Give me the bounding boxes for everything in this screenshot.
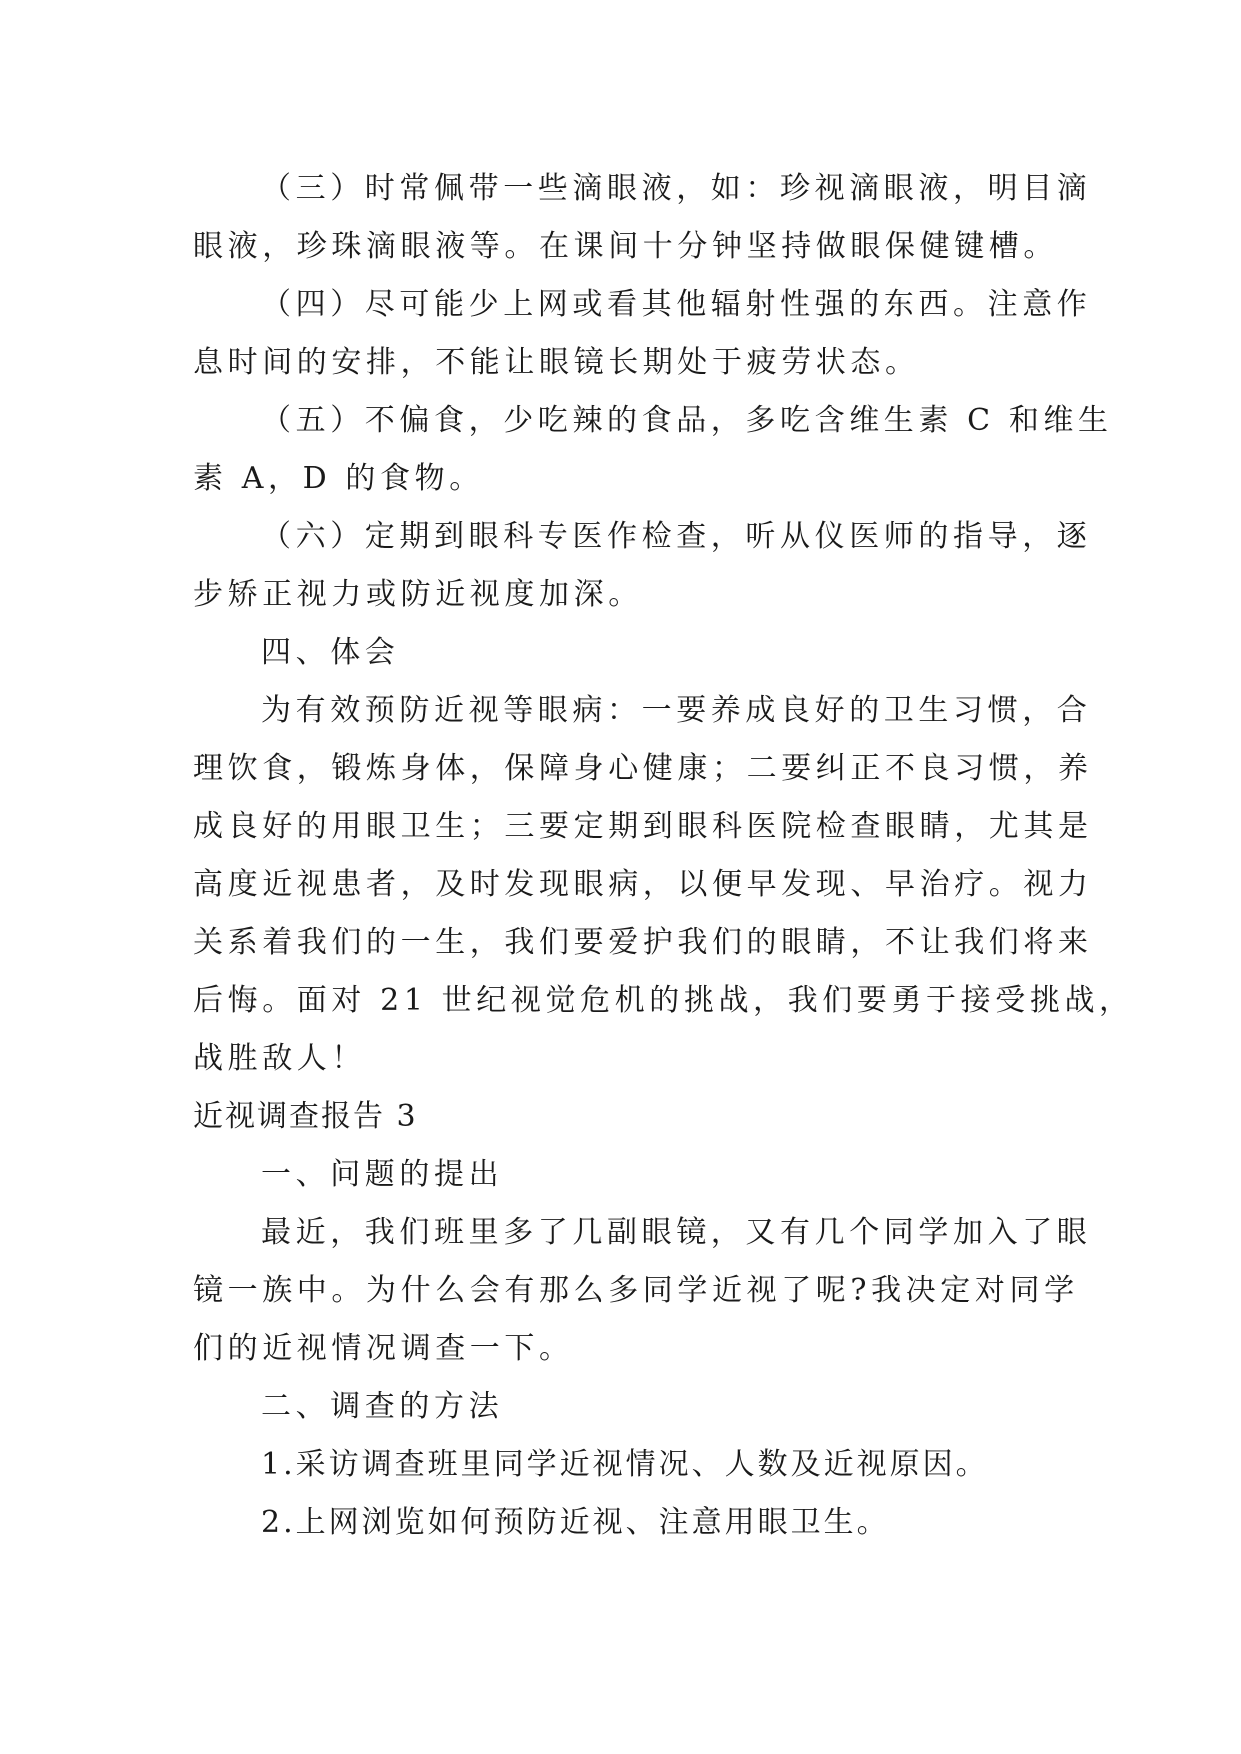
- paragraph-line: 息时间的安排，不能让眼镜长期处于疲劳状态。: [193, 345, 920, 380]
- paragraph-line: 理饮食，锻炼身体，保障身心健康；二要纠正不良习惯，养: [193, 751, 1093, 786]
- section-heading: 一、问题的提出: [261, 1157, 504, 1192]
- paragraph-line: （五）不偏食，少吃辣的食品，多吃含维生素 C 和维生: [261, 403, 1113, 438]
- paragraph-line: （三）时常佩带一些滴眼液，如：珍视滴眼液，明目滴: [261, 171, 1092, 206]
- paragraph-line: 后悔。面对 21 世纪视觉危机的挑战，我们要勇于接受挑战，: [193, 983, 1134, 1018]
- paragraph-line: 最近，我们班里多了几副眼镜，又有几个同学加入了眼: [261, 1215, 1092, 1250]
- paragraph-line: 为有效预防近视等眼病：一要养成良好的卫生习惯，合: [261, 693, 1092, 728]
- paragraph-line: 们的近视情况调查一下。: [193, 1331, 574, 1366]
- paragraph-line: 战胜敌人！: [193, 1041, 366, 1076]
- paragraph-line: （四）尽可能少上网或看其他辐射性强的东西。注意作: [261, 287, 1092, 322]
- section-heading: 四、体会: [261, 635, 400, 670]
- paragraph-line: 成良好的用眼卫生；三要定期到眼科医院检查眼睛，尤其是: [193, 809, 1093, 844]
- list-item: 1.采访调查班里同学近视情况、人数及近视原因。: [261, 1447, 989, 1482]
- paragraph-line: 步矫正视力或防近视度加深。: [193, 577, 643, 612]
- paragraph-line: 高度近视患者，及时发现眼病，以便早发现、早治疗。视力: [193, 867, 1093, 902]
- list-item: 2.上网浏览如何预防近视、注意用眼卫生。: [261, 1505, 890, 1540]
- report-title: 近视调查报告 3: [193, 1099, 418, 1134]
- section-heading: 二、调查的方法: [261, 1389, 504, 1424]
- paragraph-line: 素 A，D 的食物。: [193, 461, 484, 496]
- paragraph-line: 关系着我们的一生，我们要爱护我们的眼睛，不让我们将来: [193, 925, 1093, 960]
- paragraph-line: 眼液，珍珠滴眼液等。在课间十分钟坚持做眼保健键槽。: [193, 229, 1058, 264]
- paragraph-line: （六）定期到眼科专医作检查，听从仪医师的指导，逐: [261, 519, 1092, 554]
- paragraph-line: 镜一族中。为什么会有那么多同学近视了呢?我决定对同学: [193, 1273, 1079, 1308]
